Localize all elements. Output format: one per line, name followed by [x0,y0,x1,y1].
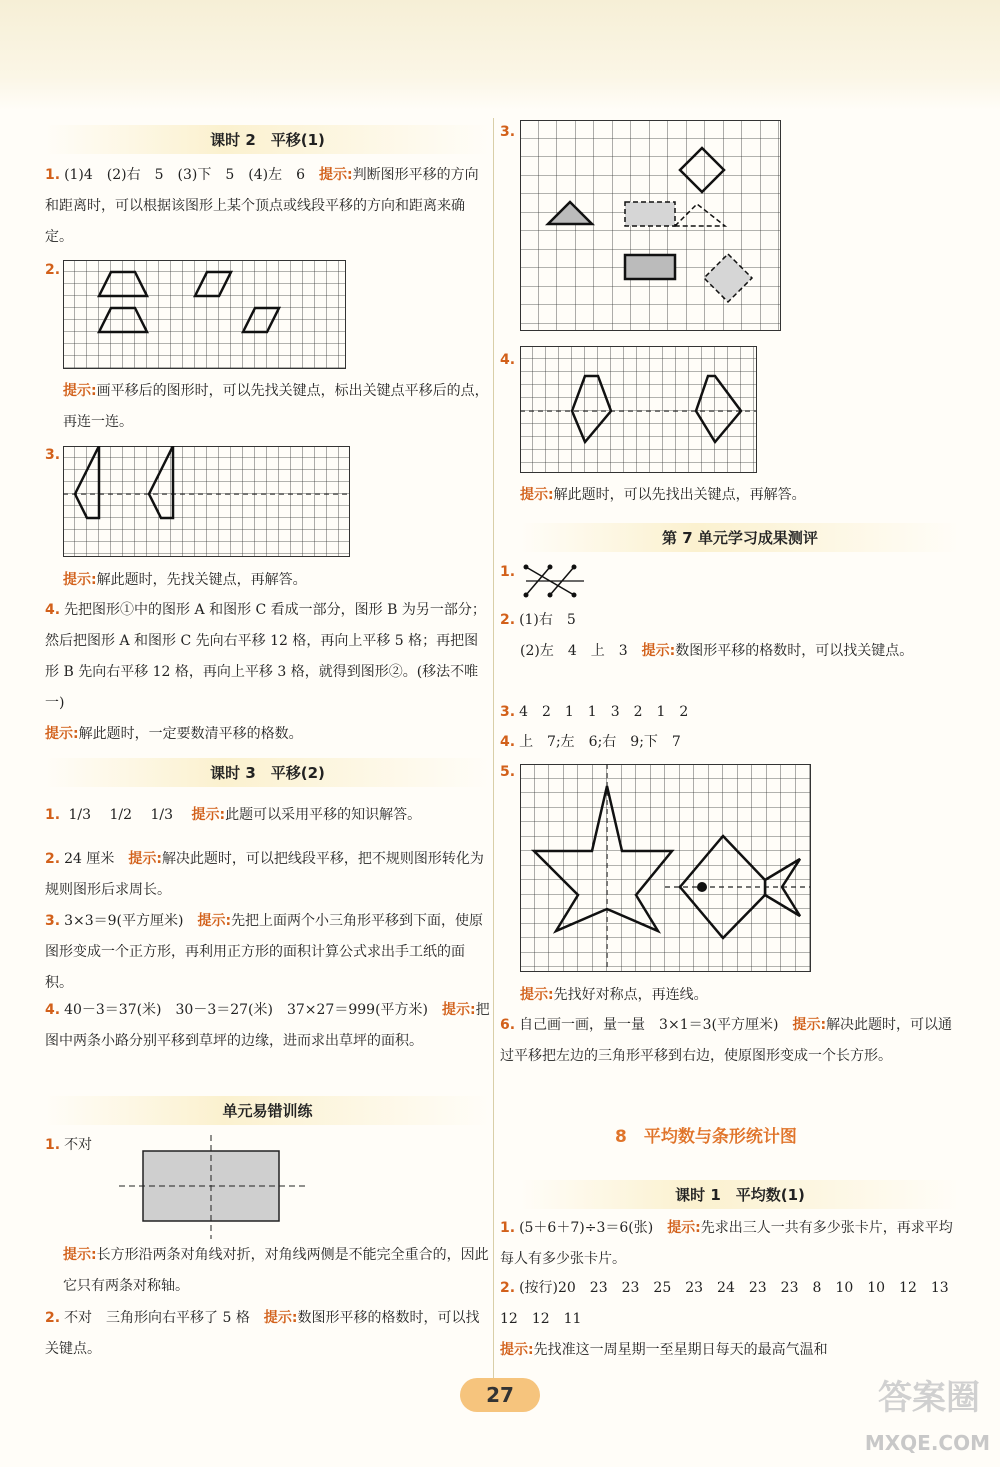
u6-number: 6. [500,1017,516,1033]
l3q3-tip: 先把上面两个小三角形平移到下面，使原图形变成一个正方形，再利用正方形的面积计算公式求出手工纸的面积。 [45,913,484,991]
q4-tip-label: 提示: [45,726,79,742]
watermark-logo: 答案圈 [878,1378,980,1418]
l3q3-answer: 3×3＝9(平方厘米) [64,913,184,929]
chapter-8-heading [615,1122,797,1147]
u2-tip: 数图形平移的格数时，可以找关键点。 [675,643,914,659]
u4-number: 4. [500,734,516,750]
a1-answer: (5＋6＋7)÷3＝6(张) [519,1220,654,1236]
q2-tip-block [63,376,490,438]
unit-error-title: 单元易错训练 [45,1096,490,1125]
l3q1-number: 1. [45,807,61,823]
u2-line2-block [520,636,960,667]
r-q4-tip-label: 提示: [520,487,554,503]
l3q1-fraction-3: 1/3 [150,807,174,823]
a2-answer: (按行)20 23 23 25 23 24 23 23 8 10 10 12 13 12 12 11 [500,1280,963,1327]
u3-answer: 4 2 1 1 3 2 1 2 [519,704,689,720]
r-q4-tip: 解此题时，可以先找出关键点，再解答。 [553,487,806,503]
e1-tip: 长方形沿两条对角线对折，对角线两侧是不能完全重合的，因此它只有两条对称轴。 [63,1247,489,1294]
q1-block [45,160,490,253]
q4-number: 4. [45,602,61,618]
q3-tip: 解此题时，先找关键点，再解答。 [96,572,307,588]
l3q3-number: 3. [45,913,61,929]
q3-number-wrap [45,440,64,471]
q4-block [45,595,490,750]
l3q2-number: 2. [45,851,61,867]
r-q3-number-wrap [500,117,519,148]
lesson3-title: 课时 3 平移(2) [45,758,490,787]
u5-tip-label: 提示: [520,987,554,1003]
l3q2-tip-label: 提示: [128,851,162,867]
u2-block [500,605,960,636]
r-q3-grid-figure [520,120,785,335]
l3q1-tip-label: 提示: [191,807,226,823]
e2-number: 2. [45,1310,61,1326]
q3-tip-label: 提示: [63,572,97,588]
e2-answer: 不对 三角形向右平移了 5 格 [64,1310,250,1326]
a2-tip-label: 提示: [500,1342,534,1358]
l3q3-tip-label: 提示: [197,913,232,929]
unit7-title: 第 7 单元学习成果测评 [520,523,960,552]
q2-tip-label: 提示: [63,383,97,399]
u5-tip: 先找好对称点，再连线。 [553,987,708,1003]
q1-tip: 判断图形平移的方向和距离时，可以根据该图形上某个顶点或线段平移的方向和距离来确定。 [45,167,479,245]
u1-matching-lines [520,561,590,601]
q4-answer: 先把图形①中的图形 A 和图形 C 看成一部分，图形 B 为另一部分；然后把图形 A 和图形 C 先向右平移 12 格，再向上平移 5 格；再把图形 B 先向右平移 12 格，再向上平移 3 格，就得到图形②。(移法不唯一) [45,602,486,711]
q2-tip: 画平移后的图形时，可以先找关键点，标出关键点平移后的点，再连一连。 [63,383,489,430]
chapter-title: 平均数与条形统计图 [643,1127,797,1147]
a2-tip: 先找准这一周星期一至星期日每天的最高气温和 [533,1342,828,1358]
u5-number: 5. [500,764,516,780]
l3q4-answer: 40－3＝37(米) 30－3＝27(米) 37×27＝999(平方米) [64,1002,428,1018]
u1-number-wrap [500,557,519,588]
e1-answer: 不对 [64,1137,93,1153]
lesson2-title: 课时 2 平移(1) [45,125,490,154]
q1-tip-label: 提示: [319,167,353,183]
u5-number-wrap [500,757,519,788]
a1-block [500,1213,960,1275]
l3q4-number: 4. [45,1002,61,1018]
q3-number: 3. [45,447,61,463]
r-q3-number: 3. [500,124,516,140]
u5-tip-block [520,980,708,1011]
e2-tip: 数图形平移的格数时，可以找关键点。 [45,1310,480,1357]
q2-number-wrap [45,255,64,286]
u4-answer: 上 7;左 6;右 9;下 7 [519,734,681,750]
u2-line2: (2)左 4 上 3 [520,643,628,659]
u3-number: 3. [500,704,516,720]
u6-tip: 解决此题时，可以通过平移把左边的三角形平移到右边，使原图形变成一个长方形。 [500,1017,953,1064]
u2-tip-label: 提示: [641,643,676,659]
avg-lesson1-title: 课时 1 平均数(1) [520,1180,960,1209]
u6-answer: 自己画一画，量一量 3×1＝3(平方厘米) [519,1017,779,1033]
watermark: MXQE.COM [864,1431,990,1455]
l3q1-tip: 此题可以采用平移的知识解答。 [225,807,422,823]
q1-number: 1. [45,167,61,183]
e1-number: 1. [45,1137,61,1153]
u1-number: 1. [500,564,516,580]
u5-grid-figure [520,764,815,976]
u4-block [500,727,681,758]
e2-block [45,1303,490,1365]
a2-block [500,1273,963,1366]
u6-tip-label: 提示: [792,1017,827,1033]
e1-block [45,1130,92,1161]
l3q4-tip: 把图中两条小路分别平移到草坪的边缘，进而求出草坪的面积。 [45,1002,490,1049]
l3q2-tip: 解决此题时，可以把线段平移，把不规则图形转化为规则图形后求周长。 [45,851,484,898]
r-q4-tip-block [520,480,960,511]
u2-number: 2. [500,612,516,628]
l3q3-block [45,906,490,999]
u6-block [500,1010,960,1072]
column-divider [493,118,494,1388]
q4-tip: 解此题时，一定要数清平移的格数。 [78,726,303,742]
u2-line1: (1)右 5 [519,612,576,628]
e1-tip-label: 提示: [63,1247,97,1263]
a2-number: 2. [500,1280,516,1296]
e1-tip-block [63,1240,490,1302]
a1-tip-label: 提示: [667,1220,701,1236]
l3q1-fraction-2: 1/2 [109,807,133,823]
r-q4-number-wrap [500,345,519,376]
l3q1-block [45,800,490,831]
e1-rectangle-figure [115,1135,315,1245]
q2-number: 2. [45,262,61,278]
a1-number: 1. [500,1220,516,1236]
q3-grid-figure [63,446,353,558]
q1-answer: (1)4 (2)右 5 (3)下 5 (4)左 6 [64,167,306,183]
page-number: 27 [460,1378,540,1412]
l3q2-answer: 24 厘米 [64,851,115,867]
r-q4-grid-figure [520,346,760,476]
a1-tip: 先求出三人一共有多少张卡片，再求平均每人有多少张卡片。 [500,1220,953,1267]
l3q2-block [45,844,490,906]
l3q4-block [45,995,490,1057]
q3-tip-block [63,565,307,596]
q2-grid-figure [63,260,348,370]
e2-tip-label: 提示: [263,1310,298,1326]
chapter-number: 8 [615,1127,627,1147]
l3q4-tip-label: 提示: [442,1002,476,1018]
u3-block [500,697,688,728]
header-band [0,0,1000,110]
r-q4-number: 4. [500,352,516,368]
l3q1-fraction-1: 1/3 [68,807,92,823]
